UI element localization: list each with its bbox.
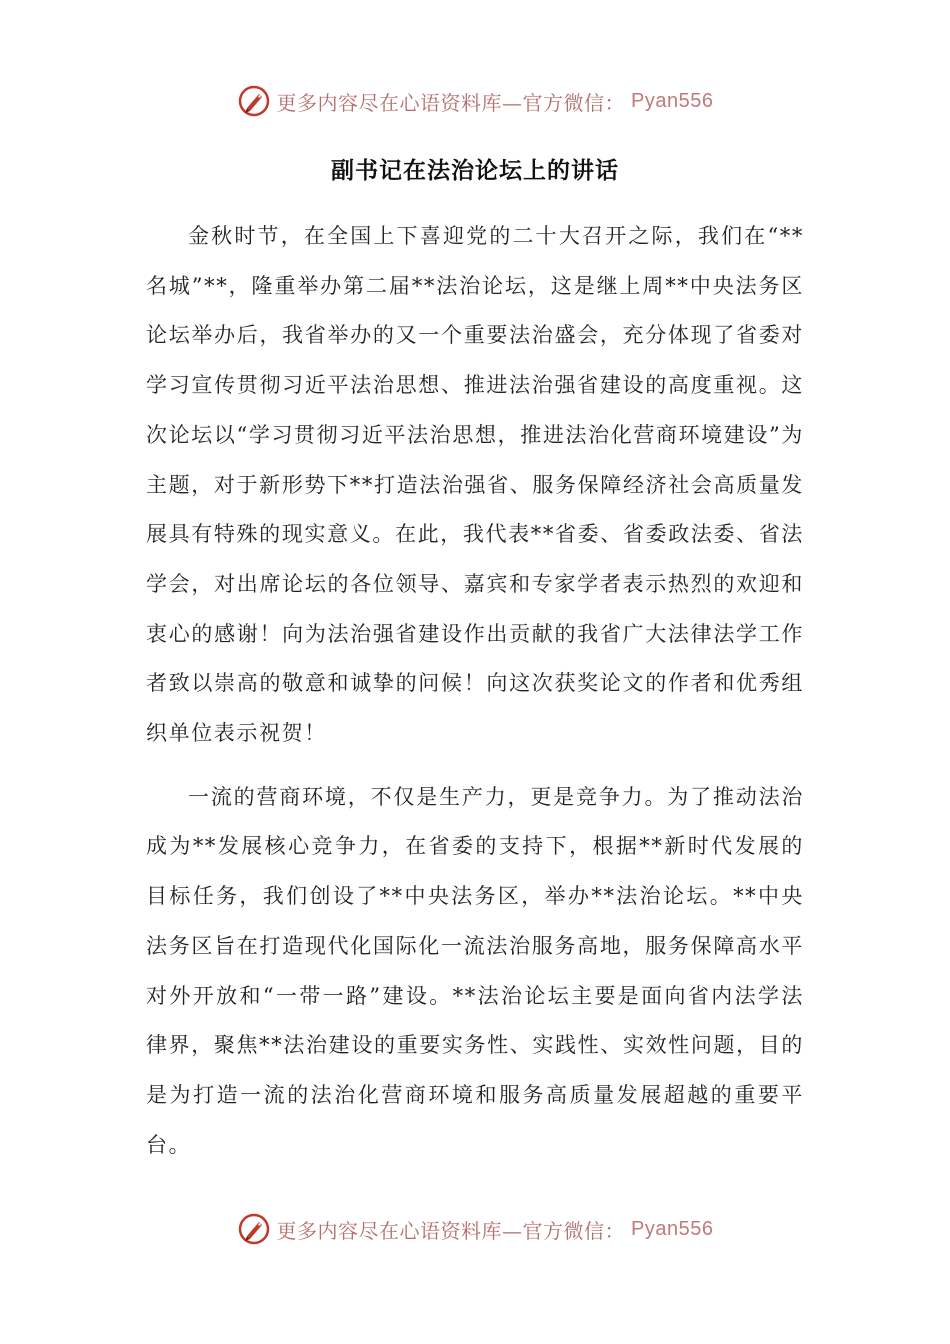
document-title: 副书记在法治论坛上的讲话 [331, 158, 619, 184]
pen-nib-logo-icon [237, 1212, 271, 1246]
paragraph: 一流的营商环境，不仅是生产力，更是竞争力。为了推动法治成为**发展核心竞争力，在省委的支持下，根据**新时代发展的目标任务，我们创设了**中央法务区，举办**法治论坛。**中央法务区旨在打造现代化国际化一流法治服务高地，服务保障高水平对外开放和“一带一路”建设。**法治论坛主要是面向省内法学法律界，聚焦**法治建设的重要实务性、实践性、实效性问题，目的是为打造一流的法治化营商环境和服务高质量发展超越的重要平台。 [146, 784, 804, 1157]
header-banner-text: 更多内容尽在心语资料库—官方微信： [276, 90, 626, 115]
pen-nib-logo-icon [237, 84, 271, 118]
header-wechat-id: Pyan556 [631, 89, 714, 112]
footer-banner [0, 1212, 950, 1246]
paragraph: 金秋时节，在全国上下喜迎党的二十大召开之际，我们在“**名城”**，隆重举办第二届**法治论坛，这是继上周**中央法务区论坛举办后，我省举办的又一个重要法治盛会，充分体现了省委对学习宣传贯彻习近平法治思想、推进法治强省建设的高度重视。这次论坛以“学习贯彻习近平法治思想，推进法治化营商环境建设”为主题，对于新形势下**打造法治强省、服务保障经济社会高质量发展具有特殊的现实意义。在此，我代表**省委、省委政法委、省法学会，对出席论坛的各位领导、嘉宾和专家学者表示热烈的欢迎和衷心的感谢！向为法治强省建设作出贡献的我省广大法律法学工作者致以崇高的敬意和诚挚的问候！向这次获奖论文的作者和优秀组织单位表示祝贺！ [146, 224, 804, 746]
header-banner [0, 84, 950, 118]
footer-wechat-id: Pyan556 [631, 1217, 714, 1240]
footer-banner-text: 更多内容尽在心语资料库—官方微信： [276, 1218, 626, 1243]
document-body [146, 212, 804, 1184]
